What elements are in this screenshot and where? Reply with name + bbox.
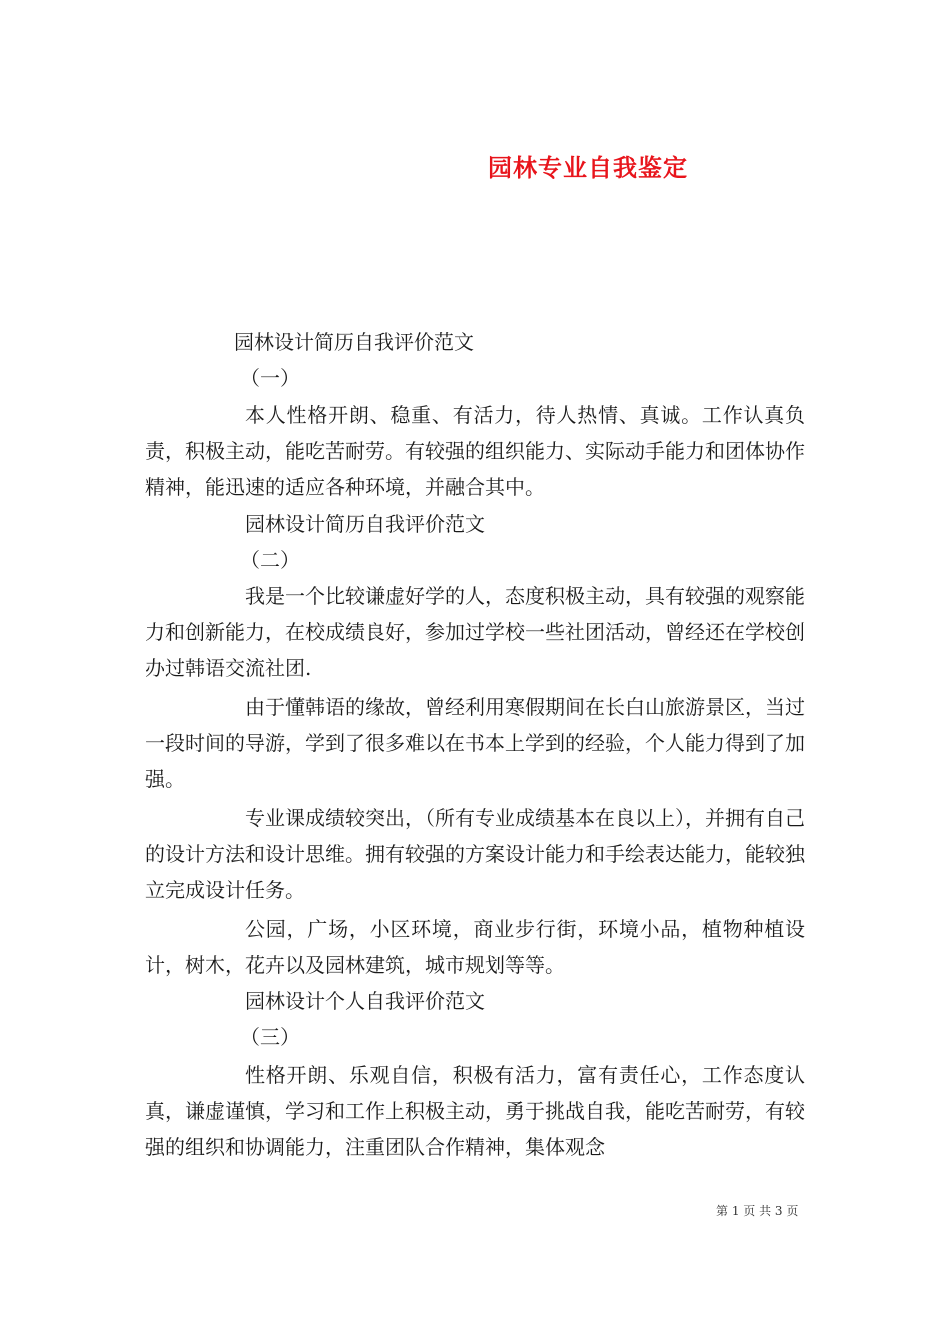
paragraph: 公园，广场，小区环境，商业步行街，环境小品，植物种植设计，树木，花卉以及园林建筑，城市规划等等。 [145,917,805,977]
section-heading: 园林设计简历自我评价范文 [234,330,474,354]
paragraph: 专业课成绩较突出，（所有专业成绩基本在良以上），并拥有自己的设计方法和设计思维。拥有较强的方案设计能力和手绘表达能力，能较独立完成设计任务。 [145,806,805,902]
paragraph: 我是一个比较谦虚好学的人，态度积极主动，具有较强的观察能力和创新能力，在校成绩良好，参加过学校一些社团活动，曾经还在学校创办过韩语交流社团. [145,584,805,680]
paragraph: 本人性格开朗、稳重、有活力，待人热情、真诚。工作认真负责，积极主动，能吃苦耐劳。有较强的组织能力、实际动手能力和团体协作精神，能迅速的适应各种环境，并融合其中。 [145,403,805,499]
paragraph: 由于懂韩语的缘故，曾经利用寒假期间在长白山旅游景区，当过一段时间的导游，学到了很多难以在书本上学到的经验，个人能力得到了加强。 [145,695,805,791]
section-heading: 园林设计个人自我评价范文 [245,989,485,1013]
section-number: （二） [240,548,300,572]
section-heading: 园林设计简历自我评价范文 [245,512,485,536]
section-number: （三） [240,1025,300,1049]
page-footer: 第 1 页 共 3 页 [716,1204,799,1218]
paragraph: 性格开朗、乐观自信，积极有活力，富有责任心，工作态度认真，谦虚谨慎，学习和工作上积极主动，勇于挑战自我，能吃苦耐劳，有较强的组织和协调能力，注重团队合作精神，集体观念 [145,1063,805,1159]
page-title: 园林专业自我鉴定 [488,154,688,183]
section-number: （一） [240,366,300,390]
